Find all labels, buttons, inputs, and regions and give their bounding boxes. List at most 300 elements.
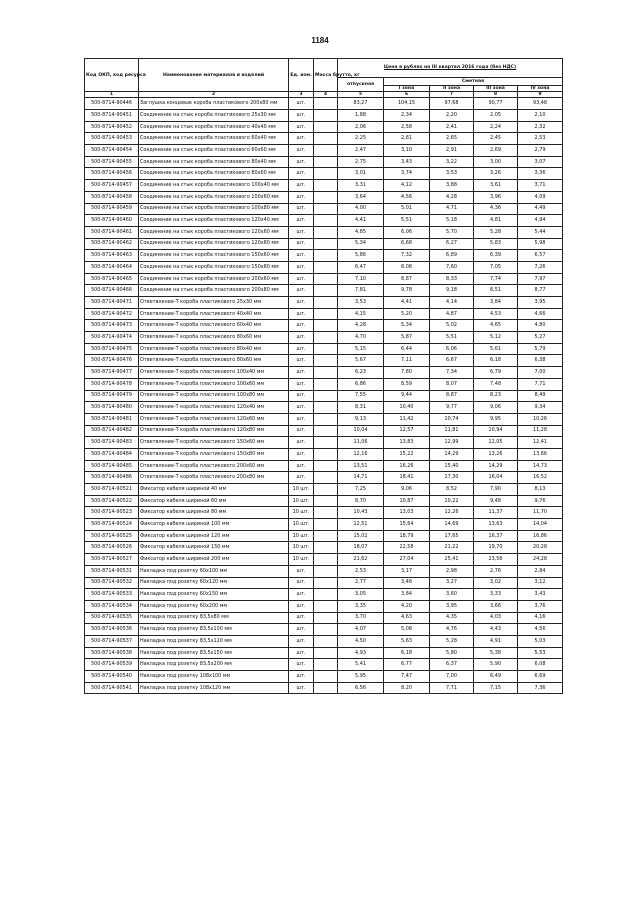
cell-zone-1-price: 18,79 xyxy=(384,530,430,542)
header-price-group: Цена в рублях на III квартал 2016 года (без НДС) xyxy=(338,59,563,78)
cell-zone-3-price: 9,95 xyxy=(474,413,518,425)
cell-name: Фиксатор кабеля шириной 60 мм xyxy=(139,495,289,507)
table-row xyxy=(85,250,563,262)
cell-zone-4-price: 3,95 xyxy=(518,297,563,309)
header-name: Наименование материалов и изделий xyxy=(139,59,289,92)
cell-zone-2-price: 7,60 xyxy=(430,261,474,273)
table-row xyxy=(85,285,563,297)
cell-release-price: 12,51 xyxy=(338,519,384,531)
cell-unit: шт. xyxy=(289,647,314,659)
cell-code: 500-8714-90472 xyxy=(85,308,139,320)
cell-code: 500-8714-90478 xyxy=(85,378,139,390)
cell-release-price: 18,07 xyxy=(338,542,384,554)
cell-unit: 10 шт. xyxy=(289,554,314,566)
cell-mass xyxy=(314,484,338,496)
cell-zone-2-price: 25,41 xyxy=(430,554,474,566)
table-row xyxy=(85,297,563,309)
cell-unit: шт. xyxy=(289,659,314,671)
cell-name: Накладка под розетку 60х100 мм xyxy=(139,565,289,577)
cell-zone-3-price: 4,91 xyxy=(474,635,518,647)
header-code: Код ОКП, код ресурса xyxy=(85,59,139,92)
cell-zone-4-price: 3,07 xyxy=(518,156,563,168)
cell-mass xyxy=(314,261,338,273)
cell-zone-4-price: 4,94 xyxy=(518,215,563,227)
cell-code: 500-8714-90479 xyxy=(85,390,139,402)
cell-mass xyxy=(314,472,338,484)
cell-mass xyxy=(314,343,338,355)
cell-name: Ответвление-Т короба пластикового 200х60 мм xyxy=(139,460,289,472)
table-row xyxy=(85,98,563,110)
cell-release-price: 6,56 xyxy=(338,682,384,694)
cell-zone-1-price: 10,87 xyxy=(384,495,430,507)
cell-mass xyxy=(314,285,338,297)
cell-zone-2-price: 4,28 xyxy=(430,191,474,203)
cell-release-price: 5,15 xyxy=(338,343,384,355)
cell-release-price: 7,10 xyxy=(338,273,384,285)
cell-mass xyxy=(314,378,338,390)
cell-name: Соединение на стык короба пластикового 200х60 мм xyxy=(139,273,289,285)
cell-name: Накладка под розетку 83,5х100 мм xyxy=(139,624,289,636)
cell-zone-2-price: 5,18 xyxy=(430,215,474,227)
cell-release-price: 12,16 xyxy=(338,448,384,460)
cell-unit: шт. xyxy=(289,390,314,402)
table-row xyxy=(85,554,563,566)
cell-zone-1-price: 6,68 xyxy=(384,238,430,250)
cell-zone-1-price: 3,17 xyxy=(384,565,430,577)
cell-zone-1-price: 9,78 xyxy=(384,285,430,297)
header-zone-1: I зона xyxy=(384,86,430,92)
cell-zone-2-price: 6,27 xyxy=(430,238,474,250)
cell-mass xyxy=(314,297,338,309)
cell-release-price: 3,53 xyxy=(338,297,384,309)
cell-zone-2-price: 6,67 xyxy=(430,355,474,367)
cell-unit: шт. xyxy=(289,413,314,425)
cell-zone-1-price: 4,56 xyxy=(384,191,430,203)
cell-zone-2-price: 2,65 xyxy=(430,133,474,145)
table-row xyxy=(85,402,563,414)
cell-code: 500-8714-90537 xyxy=(85,635,139,647)
cell-zone-1-price: 4,41 xyxy=(384,297,430,309)
cell-code: 500-8714-90474 xyxy=(85,332,139,344)
cell-code: 500-8714-90457 xyxy=(85,180,139,192)
cell-zone-3-price: 3,00 xyxy=(474,156,518,168)
cell-name: Накладка под розетку 60х150 мм xyxy=(139,589,289,601)
cell-unit: шт. xyxy=(289,589,314,601)
cell-zone-4-price: 3,36 xyxy=(518,168,563,180)
cell-zone-1-price: 8,59 xyxy=(384,378,430,390)
cell-mass xyxy=(314,413,338,425)
cell-code: 500-8714-90480 xyxy=(85,402,139,414)
cell-unit: шт. xyxy=(289,110,314,122)
cell-name: Соединение на стык короба пластикового 60х60 мм xyxy=(139,145,289,157)
cell-zone-1-price: 16,26 xyxy=(384,460,430,472)
cell-zone-1-price: 8,87 xyxy=(384,273,430,285)
price-table xyxy=(84,58,563,694)
header-zone-4: IV зона xyxy=(518,86,563,92)
cell-zone-4-price: 7,00 xyxy=(518,367,563,379)
cell-zone-4-price: 3,43 xyxy=(518,589,563,601)
cell-code: 500-8714-90453 xyxy=(85,133,139,145)
cell-mass xyxy=(314,156,338,168)
cell-unit: шт. xyxy=(289,168,314,180)
cell-zone-2-price: 4,35 xyxy=(430,612,474,624)
cell-zone-4-price: 5,27 xyxy=(518,332,563,344)
header-zone-3: III зона xyxy=(474,86,518,92)
cell-code: 500-8714-90531 xyxy=(85,565,139,577)
cell-unit: шт. xyxy=(289,320,314,332)
cell-zone-4-price: 4,49 xyxy=(518,203,563,215)
cell-name: Фиксатор кабеля шириной 150 мм xyxy=(139,542,289,554)
cell-zone-3-price: 90,77 xyxy=(474,98,518,110)
cell-mass xyxy=(314,191,338,203)
cell-zone-2-price: 12,26 xyxy=(430,507,474,519)
cell-zone-4-price: 3,71 xyxy=(518,180,563,192)
cell-zone-1-price: 18,41 xyxy=(384,472,430,484)
table-row xyxy=(85,156,563,168)
cell-zone-2-price: 14,29 xyxy=(430,448,474,460)
cell-code: 500-8714-90540 xyxy=(85,671,139,683)
cell-unit: шт. xyxy=(289,682,314,694)
cell-name: Ответвление-Т короба пластикового 120х60 мм xyxy=(139,413,289,425)
cell-name: Ответвление-Т короба пластикового 120х80 мм xyxy=(139,425,289,437)
cell-unit: шт. xyxy=(289,460,314,472)
cell-zone-2-price: 2,20 xyxy=(430,110,474,122)
table-row xyxy=(85,565,563,577)
table-row xyxy=(85,519,563,531)
cell-unit: шт. xyxy=(289,121,314,133)
cell-mass xyxy=(314,215,338,227)
cell-code: 500-8714-90464 xyxy=(85,261,139,273)
cell-zone-2-price: 4,76 xyxy=(430,624,474,636)
cell-zone-2-price: 15,40 xyxy=(430,460,474,472)
cell-mass xyxy=(314,437,338,449)
cell-zone-2-price: 11,81 xyxy=(430,425,474,437)
cell-unit: шт. xyxy=(289,203,314,215)
table-row xyxy=(85,530,563,542)
cell-zone-4-price: 7,71 xyxy=(518,378,563,390)
table-row xyxy=(85,413,563,425)
cell-release-price: 9,13 xyxy=(338,413,384,425)
header-zone-2: II зона xyxy=(430,86,474,92)
table-row xyxy=(85,425,563,437)
cell-unit: шт. xyxy=(289,472,314,484)
cell-unit: шт. xyxy=(289,448,314,460)
cell-zone-3-price: 4,53 xyxy=(474,308,518,320)
cell-unit: шт. xyxy=(289,273,314,285)
cell-unit: шт. xyxy=(289,98,314,110)
cell-zone-2-price: 3,53 xyxy=(430,168,474,180)
cell-release-price: 2,75 xyxy=(338,156,384,168)
column-number: 2 xyxy=(139,92,289,98)
cell-zone-2-price: 5,70 xyxy=(430,226,474,238)
cell-name: Ответвление-Т короба пластикового 40х40 мм xyxy=(139,308,289,320)
cell-mass xyxy=(314,460,338,472)
cell-mass xyxy=(314,425,338,437)
table-row xyxy=(85,261,563,273)
cell-mass xyxy=(314,320,338,332)
cell-zone-2-price: 4,14 xyxy=(430,297,474,309)
cell-zone-4-price: 6,38 xyxy=(518,355,563,367)
cell-release-price: 5,34 xyxy=(338,238,384,250)
cell-unit: 10 шт. xyxy=(289,495,314,507)
cell-zone-1-price: 7,47 xyxy=(384,671,430,683)
cell-release-price: 2,47 xyxy=(338,145,384,157)
cell-zone-2-price: 7,00 xyxy=(430,671,474,683)
table-row xyxy=(85,624,563,636)
cell-zone-3-price: 3,96 xyxy=(474,191,518,203)
cell-name: Соединение на стык короба пластикового 120х80 мм xyxy=(139,238,289,250)
cell-unit: шт. xyxy=(289,565,314,577)
cell-name: Соединение на стык короба пластикового 100х80 мм xyxy=(139,203,289,215)
table-row xyxy=(85,226,563,238)
cell-zone-4-price: 12,41 xyxy=(518,437,563,449)
cell-zone-1-price: 8,20 xyxy=(384,682,430,694)
cell-zone-3-price: 5,90 xyxy=(474,659,518,671)
cell-unit: шт. xyxy=(289,285,314,297)
table-row xyxy=(85,577,563,589)
cell-name: Соединение на стык короба пластикового 100х60 мм xyxy=(139,191,289,203)
cell-code: 500-8714-90466 xyxy=(85,285,139,297)
cell-zone-2-price: 17,30 xyxy=(430,472,474,484)
cell-mass xyxy=(314,542,338,554)
header-unit: Ед. изм. xyxy=(289,59,314,92)
cell-unit: шт. xyxy=(289,378,314,390)
cell-mass xyxy=(314,659,338,671)
cell-unit: 10 шт. xyxy=(289,530,314,542)
cell-name: Накладка под розетку 60х120 мм xyxy=(139,577,289,589)
cell-zone-1-price: 3,74 xyxy=(384,168,430,180)
cell-name: Накладка под розетку 108х120 мм xyxy=(139,682,289,694)
cell-unit: шт. xyxy=(289,226,314,238)
column-number: 6 xyxy=(384,92,430,98)
table-row xyxy=(85,682,563,694)
cell-zone-3-price: 7,15 xyxy=(474,682,518,694)
cell-unit: шт. xyxy=(289,355,314,367)
cell-zone-1-price: 13,03 xyxy=(384,507,430,519)
cell-mass xyxy=(314,612,338,624)
cell-name: Ответвление-Т короба пластикового 150х60 мм xyxy=(139,437,289,449)
table-row xyxy=(85,472,563,484)
cell-unit: 10 шт. xyxy=(289,542,314,554)
cell-zone-1-price: 5,51 xyxy=(384,215,430,227)
cell-name: Накладка под розетку 83,5х120 мм xyxy=(139,635,289,647)
cell-unit: шт. xyxy=(289,671,314,683)
cell-code: 500-8714-90459 xyxy=(85,203,139,215)
cell-zone-2-price: 10,22 xyxy=(430,495,474,507)
cell-zone-4-price: 5,44 xyxy=(518,226,563,238)
cell-name: Ответвление-Т короба пластикового 100х40 мм xyxy=(139,367,289,379)
cell-code: 500-8714-90452 xyxy=(85,121,139,133)
cell-zone-1-price: 7,11 xyxy=(384,355,430,367)
cell-release-price: 21,62 xyxy=(338,554,384,566)
cell-mass xyxy=(314,308,338,320)
cell-zone-4-price: 2,32 xyxy=(518,121,563,133)
cell-mass xyxy=(314,565,338,577)
cell-code: 500-8714-90486 xyxy=(85,472,139,484)
cell-name: Соединение на стык короба пластикового 200х80 мм xyxy=(139,285,289,297)
table-row xyxy=(85,308,563,320)
cell-zone-2-price: 9,77 xyxy=(430,402,474,414)
table-row xyxy=(85,168,563,180)
cell-zone-4-price: 7,36 xyxy=(518,682,563,694)
cell-zone-3-price: 3,33 xyxy=(474,589,518,601)
cell-code: 500-8714-90481 xyxy=(85,413,139,425)
cell-zone-3-price: 6,18 xyxy=(474,355,518,367)
cell-name: Соединение на стык короба пластикового 80х60 мм xyxy=(139,168,289,180)
cell-name: Накладка под розетку 108х100 мм xyxy=(139,671,289,683)
cell-name: Ответвление-Т короба пластикового 100х80 мм xyxy=(139,390,289,402)
cell-zone-3-price: 9,48 xyxy=(474,495,518,507)
cell-code: 500-8714-90522 xyxy=(85,495,139,507)
cell-zone-1-price: 7,80 xyxy=(384,367,430,379)
cell-zone-3-price: 9,06 xyxy=(474,402,518,414)
cell-zone-2-price: 12,99 xyxy=(430,437,474,449)
cell-zone-3-price: 7,48 xyxy=(474,378,518,390)
cell-zone-3-price: 2,69 xyxy=(474,145,518,157)
cell-zone-1-price: 5,01 xyxy=(384,203,430,215)
cell-zone-2-price: 3,60 xyxy=(430,589,474,601)
cell-code: 500-8714-90536 xyxy=(85,624,139,636)
cell-unit: шт. xyxy=(289,215,314,227)
cell-name: Соединение на стык короба пластикового 150х80 мм xyxy=(139,261,289,273)
cell-code: 500-8714-90446 xyxy=(85,98,139,110)
cell-zone-3-price: 8,51 xyxy=(474,285,518,297)
cell-unit: шт. xyxy=(289,250,314,262)
table-row xyxy=(85,121,563,133)
cell-code: 500-8714-90541 xyxy=(85,682,139,694)
cell-mass xyxy=(314,180,338,192)
cell-name: Ответвление-Т короба пластикового 60х40 мм xyxy=(139,320,289,332)
cell-release-price: 6,23 xyxy=(338,367,384,379)
table-row xyxy=(85,110,563,122)
table-row xyxy=(85,215,563,227)
cell-zone-2-price: 2,91 xyxy=(430,145,474,157)
cell-mass xyxy=(314,98,338,110)
cell-release-price: 2,25 xyxy=(338,133,384,145)
cell-code: 500-8714-90461 xyxy=(85,226,139,238)
cell-zone-4-price: 11,28 xyxy=(518,425,563,437)
cell-code: 500-8714-90458 xyxy=(85,191,139,203)
table-row xyxy=(85,612,563,624)
cell-mass xyxy=(314,647,338,659)
table-row xyxy=(85,437,563,449)
cell-zone-1-price: 3,84 xyxy=(384,589,430,601)
cell-unit: шт. xyxy=(289,308,314,320)
cell-zone-4-price: 4,80 xyxy=(518,320,563,332)
cell-unit: шт. xyxy=(289,402,314,414)
cell-code: 500-8714-90451 xyxy=(85,110,139,122)
cell-zone-1-price: 3,10 xyxy=(384,145,430,157)
column-number: 5 xyxy=(338,92,384,98)
cell-code: 500-8714-90538 xyxy=(85,647,139,659)
cell-zone-2-price: 3,27 xyxy=(430,577,474,589)
cell-mass xyxy=(314,402,338,414)
cell-zone-4-price: 4,56 xyxy=(518,624,563,636)
cell-unit: шт. xyxy=(289,238,314,250)
cell-zone-2-price: 8,87 xyxy=(430,390,474,402)
cell-mass xyxy=(314,367,338,379)
cell-code: 500-8714-90539 xyxy=(85,659,139,671)
cell-name: Фиксатор кабеля шириной 100 мм xyxy=(139,519,289,531)
cell-zone-3-price: 3,26 xyxy=(474,168,518,180)
cell-code: 500-8714-90473 xyxy=(85,320,139,332)
cell-zone-2-price: 2,41 xyxy=(430,121,474,133)
cell-release-price: 8,70 xyxy=(338,495,384,507)
cell-zone-1-price: 5,63 xyxy=(384,635,430,647)
cell-code: 500-8714-90477 xyxy=(85,367,139,379)
cell-zone-4-price: 10,26 xyxy=(518,413,563,425)
cell-zone-4-price: 3,76 xyxy=(518,600,563,612)
cell-zone-4-price: 7,26 xyxy=(518,261,563,273)
cell-release-price: 7,55 xyxy=(338,390,384,402)
column-number: 3 xyxy=(289,92,314,98)
cell-zone-1-price: 7,32 xyxy=(384,250,430,262)
cell-code: 500-8714-90532 xyxy=(85,577,139,589)
cell-mass xyxy=(314,145,338,157)
cell-zone-4-price: 14,04 xyxy=(518,519,563,531)
cell-mass xyxy=(314,203,338,215)
cell-unit: шт. xyxy=(289,133,314,145)
cell-unit: шт. xyxy=(289,612,314,624)
cell-release-price: 4,93 xyxy=(338,647,384,659)
cell-zone-1-price: 3,48 xyxy=(384,577,430,589)
cell-zone-4-price: 16,52 xyxy=(518,472,563,484)
cell-unit: шт. xyxy=(289,191,314,203)
cell-zone-2-price: 17,65 xyxy=(430,530,474,542)
cell-zone-4-price: 6,08 xyxy=(518,659,563,671)
cell-zone-3-price: 13,26 xyxy=(474,448,518,460)
cell-zone-4-price: 4,66 xyxy=(518,308,563,320)
cell-zone-4-price: 8,13 xyxy=(518,484,563,496)
cell-release-price: 11,06 xyxy=(338,437,384,449)
cell-zone-3-price: 5,12 xyxy=(474,332,518,344)
cell-zone-2-price: 8,52 xyxy=(430,484,474,496)
cell-mass xyxy=(314,554,338,566)
cell-zone-3-price: 2,45 xyxy=(474,133,518,145)
cell-zone-3-price: 7,74 xyxy=(474,273,518,285)
cell-unit: шт. xyxy=(289,367,314,379)
cell-code: 500-8714-90476 xyxy=(85,355,139,367)
cell-zone-4-price: 93,48 xyxy=(518,98,563,110)
cell-release-price: 4,00 xyxy=(338,203,384,215)
cell-code: 500-8714-90465 xyxy=(85,273,139,285)
table-row xyxy=(85,507,563,519)
cell-unit: шт. xyxy=(289,145,314,157)
cell-unit: шт. xyxy=(289,577,314,589)
table-row xyxy=(85,203,563,215)
cell-release-price: 15,02 xyxy=(338,530,384,542)
cell-unit: 10 шт. xyxy=(289,519,314,531)
cell-name: Фиксатор кабеля шириной 40 мм xyxy=(139,484,289,496)
cell-code: 500-8714-90454 xyxy=(85,145,139,157)
cell-mass xyxy=(314,133,338,145)
cell-code: 500-8714-90455 xyxy=(85,156,139,168)
cell-mass xyxy=(314,495,338,507)
cell-name: Фиксатор кабеля шириной 200 мм xyxy=(139,554,289,566)
cell-zone-1-price: 5,87 xyxy=(384,332,430,344)
cell-code: 500-8714-90482 xyxy=(85,425,139,437)
cell-zone-4-price: 2,53 xyxy=(518,133,563,145)
cell-release-price: 4,85 xyxy=(338,226,384,238)
cell-unit: шт. xyxy=(289,343,314,355)
cell-zone-4-price: 9,76 xyxy=(518,495,563,507)
cell-release-price: 4,41 xyxy=(338,215,384,227)
cell-zone-4-price: 2,10 xyxy=(518,110,563,122)
cell-code: 500-8714-90534 xyxy=(85,600,139,612)
cell-name: Накладка под розетку 83,5х200 мм xyxy=(139,659,289,671)
cell-mass xyxy=(314,635,338,647)
cell-zone-4-price: 24,28 xyxy=(518,554,563,566)
